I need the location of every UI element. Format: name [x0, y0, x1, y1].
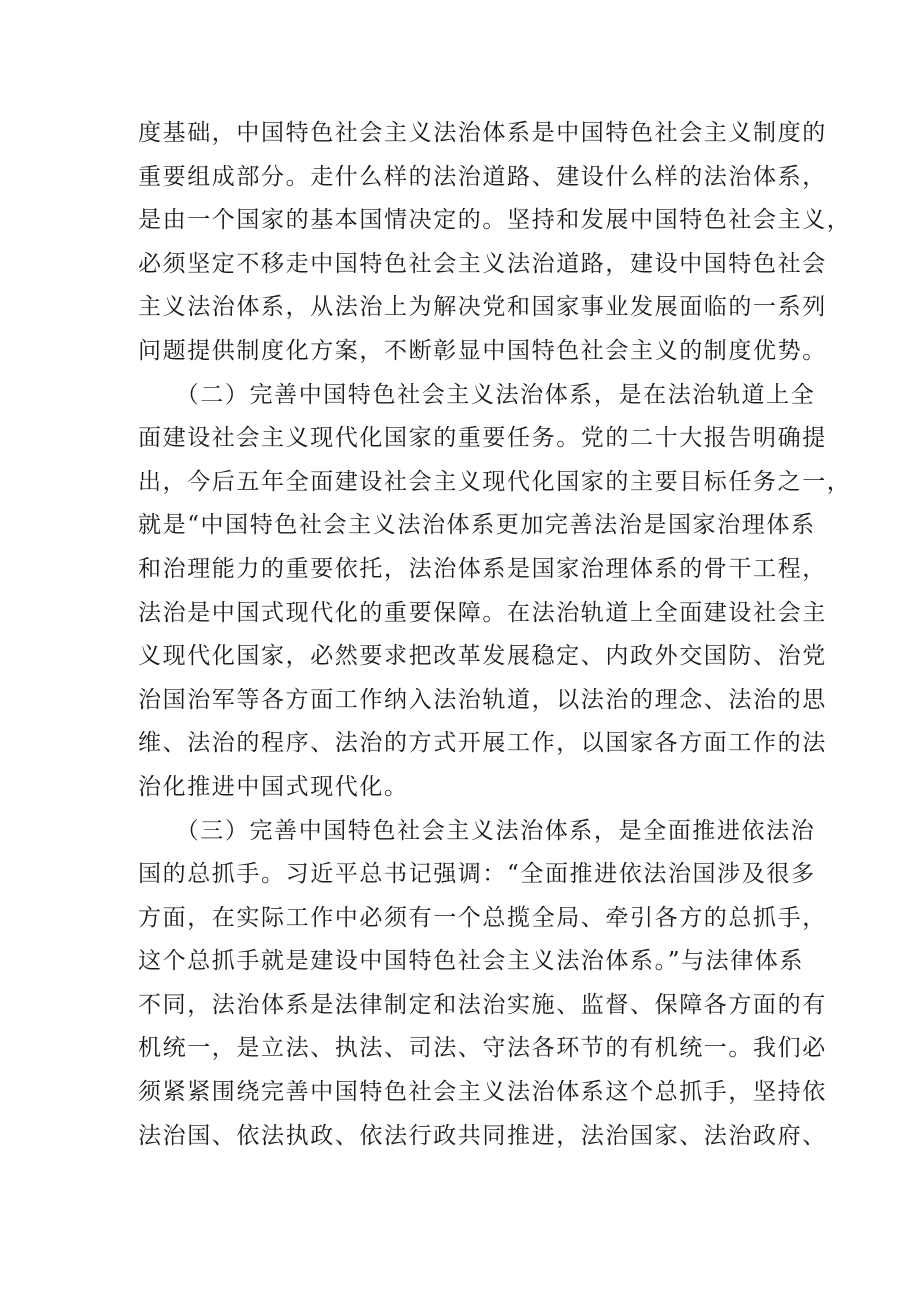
text-line: 义现代化国家，必然要求把改革发展稳定、内政外交国防、治党 [138, 643, 827, 670]
text-line: 度基础，中国特色社会主义法治体系是中国特色社会主义制度的 [138, 120, 827, 146]
text-line: 主义法治体系，从法治上为解决党和国家事业发展面临的一系列 [138, 294, 827, 321]
text-line: 机统一，是立法、执法、司法、守法各环节的有机统一。我们必 [138, 1035, 827, 1062]
text-line: 面建设社会主义现代化国家的重要任务。党的二十大报告明确提 [138, 425, 827, 452]
text-line: 法治国、依法执政、依法行政共同推进，法治国家、法治政府、 [138, 1122, 827, 1149]
text-line: 治国治军等各方面工作纳入法治轨道，以法治的理念、法治的思 [138, 686, 827, 713]
text-line: 是由一个国家的基本国情决定的。坚持和发展中国特色社会主义， [138, 207, 852, 234]
text-line: 治化推进中国式现代化。 [138, 773, 409, 800]
text-line: 不同，法治体系是法律制定和法治实施、监督、保障各方面的有 [138, 991, 827, 1018]
text-line: 法治是中国式现代化的重要保障。在法治轨道上全面建设社会主 [138, 599, 827, 626]
text-line: （二）完善中国特色社会主义法治体系，是在法治轨道上全 [138, 381, 816, 408]
text-line: 方面，在实际工作中必须有一个总揽全局、牵引各方的总抓手， [138, 904, 827, 931]
text-line: 这个总抓手就是建设中国特色社会主义法治体系。”与法律体系 [138, 948, 805, 975]
text-line: 须紧紧围绕完善中国特色社会主义法治体系这个总抓手，坚持依 [138, 1079, 827, 1106]
text-line: 问题提供制度化方案，不断彰显中国特色社会主义的制度优势。 [138, 337, 827, 364]
text-line: 必须坚定不移走中国特色社会主义法治道路，建设中国特色社会 [138, 250, 827, 277]
text-line: 国的总抓手。习近平总书记强调：“全面推进依法治国涉及很多 [138, 861, 816, 888]
body-text [138, 112, 852, 1158]
text-line: 出，今后五年全面建设社会主义现代化国家的主要目标任务之一， [138, 468, 852, 495]
text-line: 维、法治的程序、法治的方式开展工作，以国家各方面工作的法 [138, 730, 827, 757]
text-line: 和治理能力的重要依托，法治体系是国家治理体系的骨干工程， [138, 555, 827, 582]
text-line: （三）完善中国特色社会主义法治体系，是全面推进依法治 [138, 817, 816, 844]
text-line: 重要组成部分。走什么样的法治道路、建设什么样的法治体系， [138, 163, 827, 190]
text-line: 就是“中国特色社会主义法治体系更加完善法治是国家治理体系 [138, 512, 816, 539]
